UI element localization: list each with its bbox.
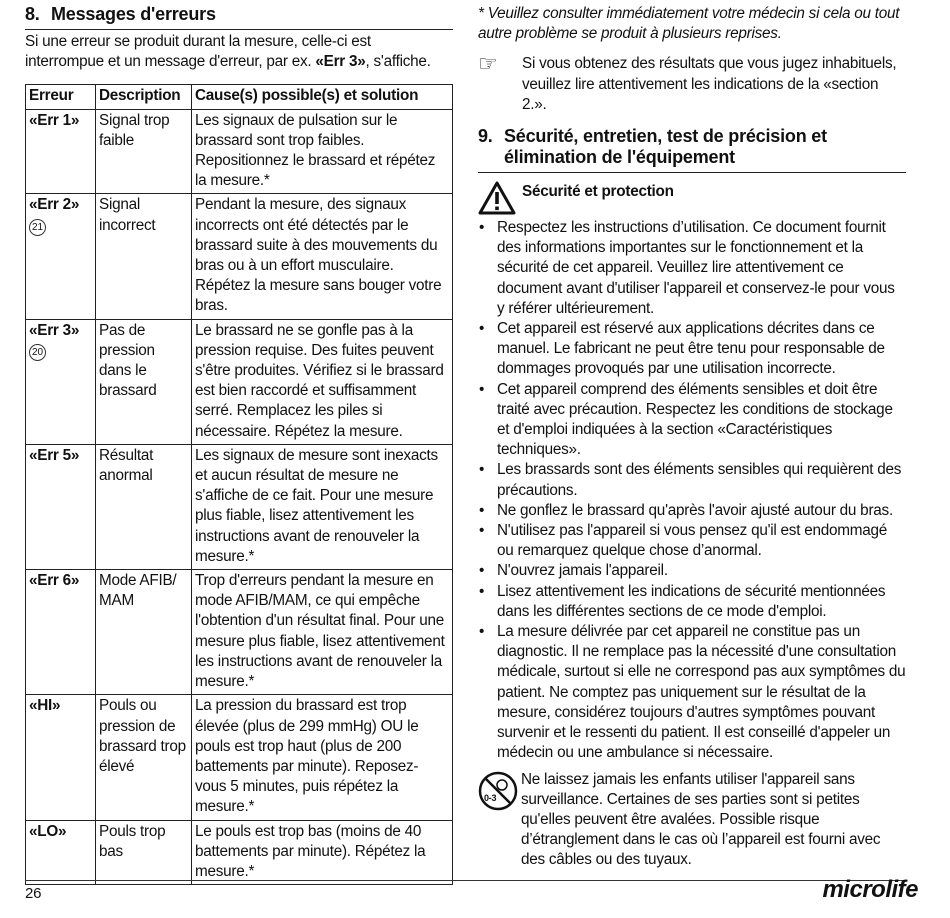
table-row (26, 570, 453, 695)
description-cell: Résultat anormal (96, 444, 192, 569)
error-table-header-row (26, 85, 453, 109)
error-code: «Err 3» (29, 321, 80, 339)
age-label: 0-3 (484, 792, 497, 803)
description-cell: Signal incorrect (96, 194, 192, 319)
error-code: «Err 1» (29, 111, 80, 129)
error-code: «Err 6» (29, 572, 80, 590)
intro-text: Si une erreur se produit durant la mesure, celle-ci est interrompue et un message d'erreur, par ex. (25, 33, 371, 71)
section-8-number: 8. (25, 4, 40, 24)
list-item: • Cet appareil est réservé aux applications décrites dans ce manuel. Le fabricant ne peut être tenu pour responsable de dommages provoqués par une utilisation incorrecte. (478, 319, 906, 380)
error-code: «HI» (29, 697, 61, 715)
tip-note (478, 51, 906, 115)
safety-subheading (478, 181, 906, 215)
table-row (26, 319, 453, 444)
child-warning (478, 770, 906, 871)
header-cause-solution: Cause(s) possible(s) et solution (192, 85, 453, 109)
list-item: • Lisez attentivement les indications de sécurité mentionnées dans les différentes sections de ce mode d'emploi. (478, 582, 906, 622)
figure-ref-badge: 21 (29, 219, 46, 236)
section-9-number: 9. (478, 126, 493, 147)
description-cell: Mode AFIB/ MAM (96, 570, 192, 695)
section-8-heading (25, 4, 453, 25)
error-code-cell (26, 695, 96, 820)
solution-cell: Pendant la mesure, des signaux incorrects ont été détectés par le brassard suite à des mouvements du bras ou à un effort musculaire. Répétez la mesure sans bouger votre bras. (192, 194, 453, 319)
error-code: «Err 5» (29, 446, 80, 464)
list-item: • Les brassards sont des éléments sensibles qui requièrent des précautions. (478, 460, 906, 500)
solution-cell: Les signaux de mesure sont inexacts et aucun résultat de mesure ne s'affiche de ce fait. Pour une mesure plus fiable, lisez attentivement les instructions avant de renouveler la mesure.* (192, 444, 453, 569)
child-warning-text: Ne laissez jamais les enfants utiliser l'appareil sans surveillance. Certaines de ses parties sont si petites qu'elles peuvent être avalées. Possible risque d’étranglement dans le cas où l’appareil est fourni avec des câbles ou des tuyaux. (521, 770, 881, 869)
error-code: «Err 2» (29, 196, 80, 214)
list-item: • Respectez les instructions d’utilisation. Ce document fournit des informations importantes sur le fonctionnement et la sécurité de cet appareil. Veuillez lire attentivement ce document avant d'utiliser l'appareil et conservez-le pour vous y référer ultérieurement. (478, 218, 906, 319)
error-code-cell (26, 319, 96, 444)
table-row (26, 695, 453, 820)
description-cell: Pouls trop bas (96, 820, 192, 885)
solution-cell: Le pouls est trop bas (moins de 40 battements par minute). Répétez la mesure.* (192, 820, 453, 885)
pointing-hand-icon: ☞ (478, 51, 498, 77)
error-code-cell (26, 570, 96, 695)
section-9-heading (478, 126, 906, 168)
solution-cell: Le brassard ne se gonfle pas à la pression requise. Des fuites peuvent s'être produites. Vérifiez si le brassard est bien raccordé et suffisamment serré. Remplacez les piles si nécessaire. Répétez la mesure. (192, 319, 453, 444)
error-code-cell (26, 109, 96, 194)
footnote: * Veuillez consulter immédiatement votre médecin si cela ou tout autre problème se produit à plusieurs reprises. (478, 5, 900, 43)
table-row (26, 194, 453, 319)
page-number: 26 (25, 885, 42, 902)
error-code-cell (26, 444, 96, 569)
figure-ref-badge: 20 (29, 344, 46, 361)
safety-subtitle: Sécurité et protection (522, 183, 674, 201)
list-item: • La mesure délivrée par cet appareil ne constitue pas un diagnostic. Il ne remplace pas la nécessité d'une consultation médicale, surtout si elle ne correspond pas aux symptômes du patient. Ne comptez pas uniquement sur le résultat de la mesure, considérez toujours d'autres symptômes pouvant survenir et le ressenti du patient. Il est conseillé d'appeler un médecin ou une ambulance si nécessaire. (478, 622, 906, 763)
table-row (26, 820, 453, 885)
safety-bullet-list (478, 218, 906, 763)
footer-rule (25, 880, 905, 881)
list-item: • N'ouvrez jamais l'appareil. (478, 561, 906, 581)
table-row (26, 444, 453, 569)
description-cell: Pouls ou pression de brassard trop élevé (96, 695, 192, 820)
list-item: • N'utilisez pas l'appareil si vous pensez qu'il est endommagé ou remarquez quelque chose d’anormal. (478, 521, 906, 561)
header-error: Erreur (26, 85, 96, 109)
left-column (25, 4, 453, 885)
section-8-intro (25, 32, 453, 72)
error-table (25, 84, 453, 885)
section-9-title: Sécurité, entretien, test de précision et élimination de l'équipement (504, 126, 827, 168)
no-children-icon (478, 771, 518, 811)
list-item: • Ne gonflez le brassard qu'après l'avoir ajusté autour du bras. (478, 501, 906, 521)
header-description: Description (96, 85, 192, 109)
intro-text-end: , s'affiche. (365, 53, 431, 71)
error-code-cell (26, 820, 96, 885)
section-8-title: Messages d'erreurs (51, 4, 216, 24)
description-cell: Signal trop faible (96, 109, 192, 194)
error-code-cell (26, 194, 96, 319)
tip-text: Si vous obtenez des résultats que vous jugez inhabituels, veuillez lire attentivement les indications de la «section 2.». (522, 55, 897, 113)
solution-cell: Trop d'erreurs pendant la mesure en mode AFIB/MAM, ce qui empêche l'obtention d'un résultat final. Pour une mesure plus fiable, lisez attentivement les instructions avant de renouveler la mesure.* (192, 570, 453, 695)
solution-cell: La pression du brassard est trop élevée (plus de 299 mmHg) OU le pouls est trop haut (plus de 200 battements par minute). Reposez-vous 5 minutes, puis répétez la mesure.* (192, 695, 453, 820)
list-item: • Cet appareil comprend des éléments sensibles et doit être traité avec précaution. Respectez les conditions de stockage et d'emploi indiquées à la section «Caractéristiques techniques». (478, 380, 906, 461)
section-8-rule (25, 29, 453, 30)
intro-error-code: «Err 3» (315, 53, 366, 71)
warning-triangle-icon (478, 181, 516, 215)
error-code: «LO» (29, 822, 67, 840)
table-row (26, 109, 453, 194)
section-9-rule (478, 172, 906, 173)
brand-logo: microlife (822, 876, 918, 903)
right-column (478, 4, 906, 871)
description-cell: Pas de pression dans le brassard (96, 319, 192, 444)
solution-cell: Les signaux de pulsation sur le brassard sont trop faibles. Repositionnez le brassard et répétez la mesure.* (192, 109, 453, 194)
